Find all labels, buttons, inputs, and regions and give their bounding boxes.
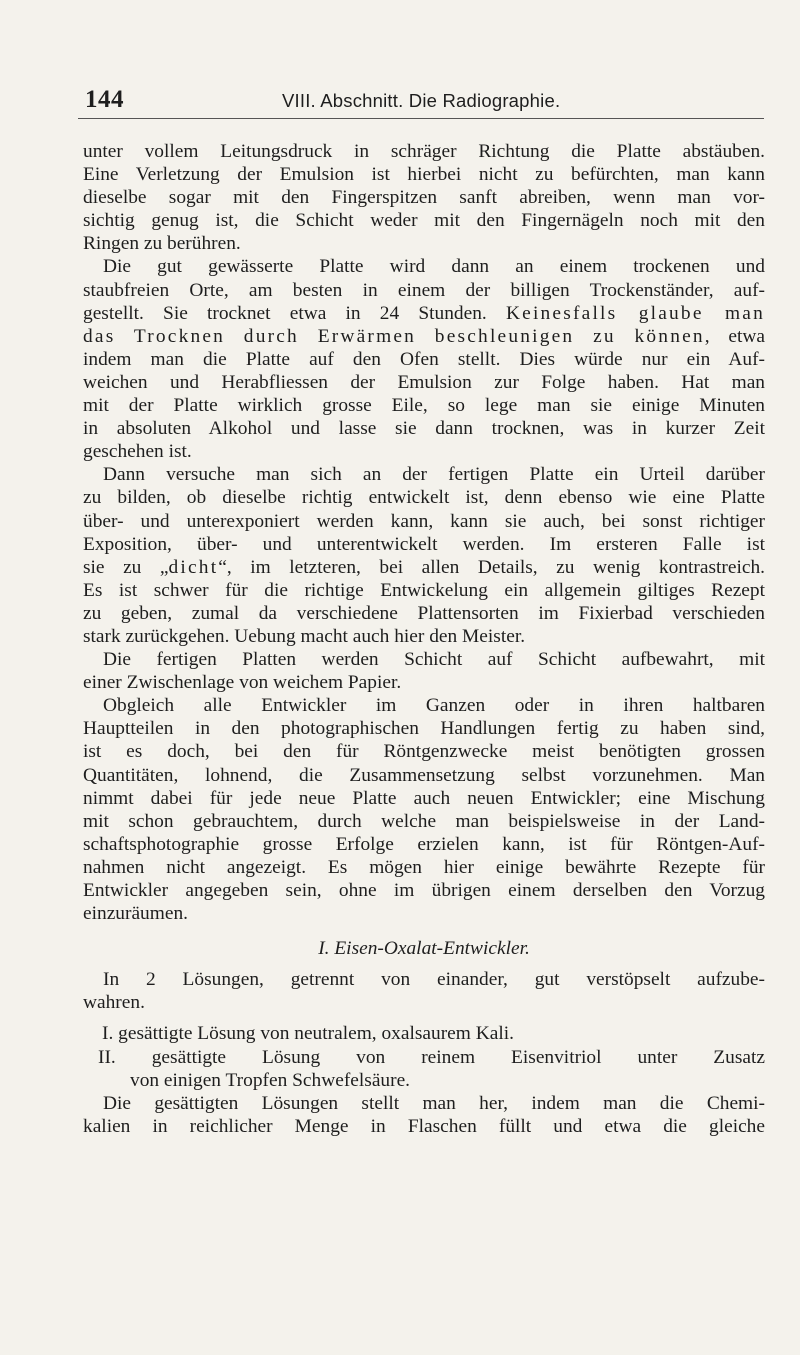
list-item-continuation: von einigen Tropfen Schwefelsäure. [130,1069,411,1091]
section-heading: I. Eisen-Oxalat-Entwickler. [318,938,530,960]
paragraph-3 [83,463,765,648]
text-line: kalien in reichlicher Menge in Flaschen füllt und etwa die gleiche [83,1115,765,1137]
text-line: einer Zwischenlage von weichem Papier. [83,672,402,694]
text-line: Quantitäten, lohnend, die Zusammensetzung selbst vorzunehmen. Man [83,764,765,786]
text-line: Exposition, über- und unterentwickelt werden. Im ersteren Falle ist [83,533,765,555]
text-span: gestellt. Sie trocknet etwa in 24 Stunden. [83,302,506,324]
paragraph-6 [83,968,765,1014]
text-line: Es ist schwer für die richtige Entwickelung ein allgemein giltiges Rezept [83,579,765,601]
text-line: Die gut gewässerte Platte wird dann an einem trockenen und [103,256,765,278]
paragraph-4 [83,648,765,694]
text-line: Die fertigen Platten werden Schicht auf Schicht aufbewahrt, mit [103,649,765,671]
text-line: wahren. [83,992,145,1014]
text-line: In 2 Lösungen, getrennt von einander, gut verstöpselt aufzube- [103,969,765,991]
list-item: II. gesättigte Lösung von reinem Eisenvitriol unter Zusatz [98,1046,765,1068]
list-item: I. gesättigte Lösung von neutralem, oxalsaurem Kali. [102,1023,514,1045]
text-line: Hauptteilen in den photographischen Handlungen fertig zu haben sind, [83,718,765,740]
text-line: stark zurückgehen. Uebung macht auch hier den Meister. [83,625,526,647]
text-line: Eine Verletzung der Emulsion ist hierbei nicht zu befürchten, man kann [83,164,765,186]
text-line: mit der Platte wirklich grosse Eile, so lege man sie einige Minuten [83,395,765,417]
text-line: weichen und Herabfliessen der Emulsion zur Folge haben. Hat man [83,371,765,393]
emphasized-text: Keinesfalls glaube man [505,302,766,324]
text-line: geschehen ist. [83,441,192,463]
text-line: Die gesättigten Lösungen stellt man her, indem man die Chemi- [103,1092,765,1114]
text-line: Obgleich alle Entwickler im Ganzen oder in ihren haltbaren [103,695,765,717]
text-line: mit schon gebrauchtem, durch welche man beispielsweise in der Land- [83,810,765,832]
text-span: etwa [711,325,765,347]
text-line: Ringen zu berühren. [83,233,241,255]
text-line: zu geben, zumal da verschiedene Plattensorten im Fixierbad verschieden [83,602,765,624]
page-header [80,84,760,114]
text-line: zu bilden, ob dieselbe richtig entwickelt ist, denn ebenso wie eine Platte [83,487,765,509]
text-span: sie zu „ [83,556,169,578]
text-line: über- und unterexponiert werden kann, kann sie auch, bei sonst richtiger [83,510,765,532]
paragraph-5 [83,694,765,925]
text-line: Entwickler angegeben sein, ohne im übrigen einem derselben den Vorzug [83,880,765,901]
paragraph-1 [83,140,765,255]
text-span: “, im letzteren, bei allen Details, zu wenig kontrastreich. [218,556,765,578]
text-line: schaftsphotographie grosse Erfolge erzielen kann, ist für Röntgen-Auf- [83,833,765,855]
solution-list [83,1022,765,1091]
text-line: sichtig genug ist, die Schicht weder mit den Fingernägeln noch mit den [83,210,765,232]
text-line: staubfreien Orte, am besten in einem der billigen Trockenständer, auf- [83,279,765,301]
text-line: in absoluten Alkohol und lasse sie dann trocknen, was in kurzer Zeit [83,418,765,440]
text-line: unter vollem Leitungsdruck in schräger Richtung die Platte abstäuben. [83,141,765,162]
header-rule [78,118,764,119]
text-line [83,556,765,579]
paragraph-2 [83,255,765,463]
spacer [83,1014,765,1022]
text-line [83,325,765,348]
emphasized-text: dicht [168,556,219,578]
spacer [83,925,765,937]
text-line: dieselbe sogar mit den Fingerspitzen sanft abreiben, wenn man vor- [83,187,765,209]
emphasized-text: das Trocknen durch Erwärmen beschleunigen zu können, [83,325,712,347]
text-line: nimmt dabei für jede neue Platte auch neuen Entwickler; eine Mischung [83,787,765,809]
body-text [83,140,765,1138]
text-line: Dann versuche man sich an der fertigen Platte ein Urteil darüber [103,464,765,486]
spacer [83,960,765,968]
text-line: einzuräumen. [83,903,188,925]
paragraph-7 [83,1092,765,1138]
text-line: nahmen nicht angezeigt. Es mögen hier einige bewährte Rezepte für [83,856,765,878]
text-line: ist es doch, bei den für Röntgenzwecke meist benötigten grossen [83,741,765,763]
page-number: 144 [85,86,124,113]
text-line: indem man die Platte auf den Ofen stellt. Dies würde nur ein Auf- [83,348,765,370]
text-line [83,302,765,325]
running-head: VIII. Abschnitt. Die Radiographie. [282,90,561,111]
